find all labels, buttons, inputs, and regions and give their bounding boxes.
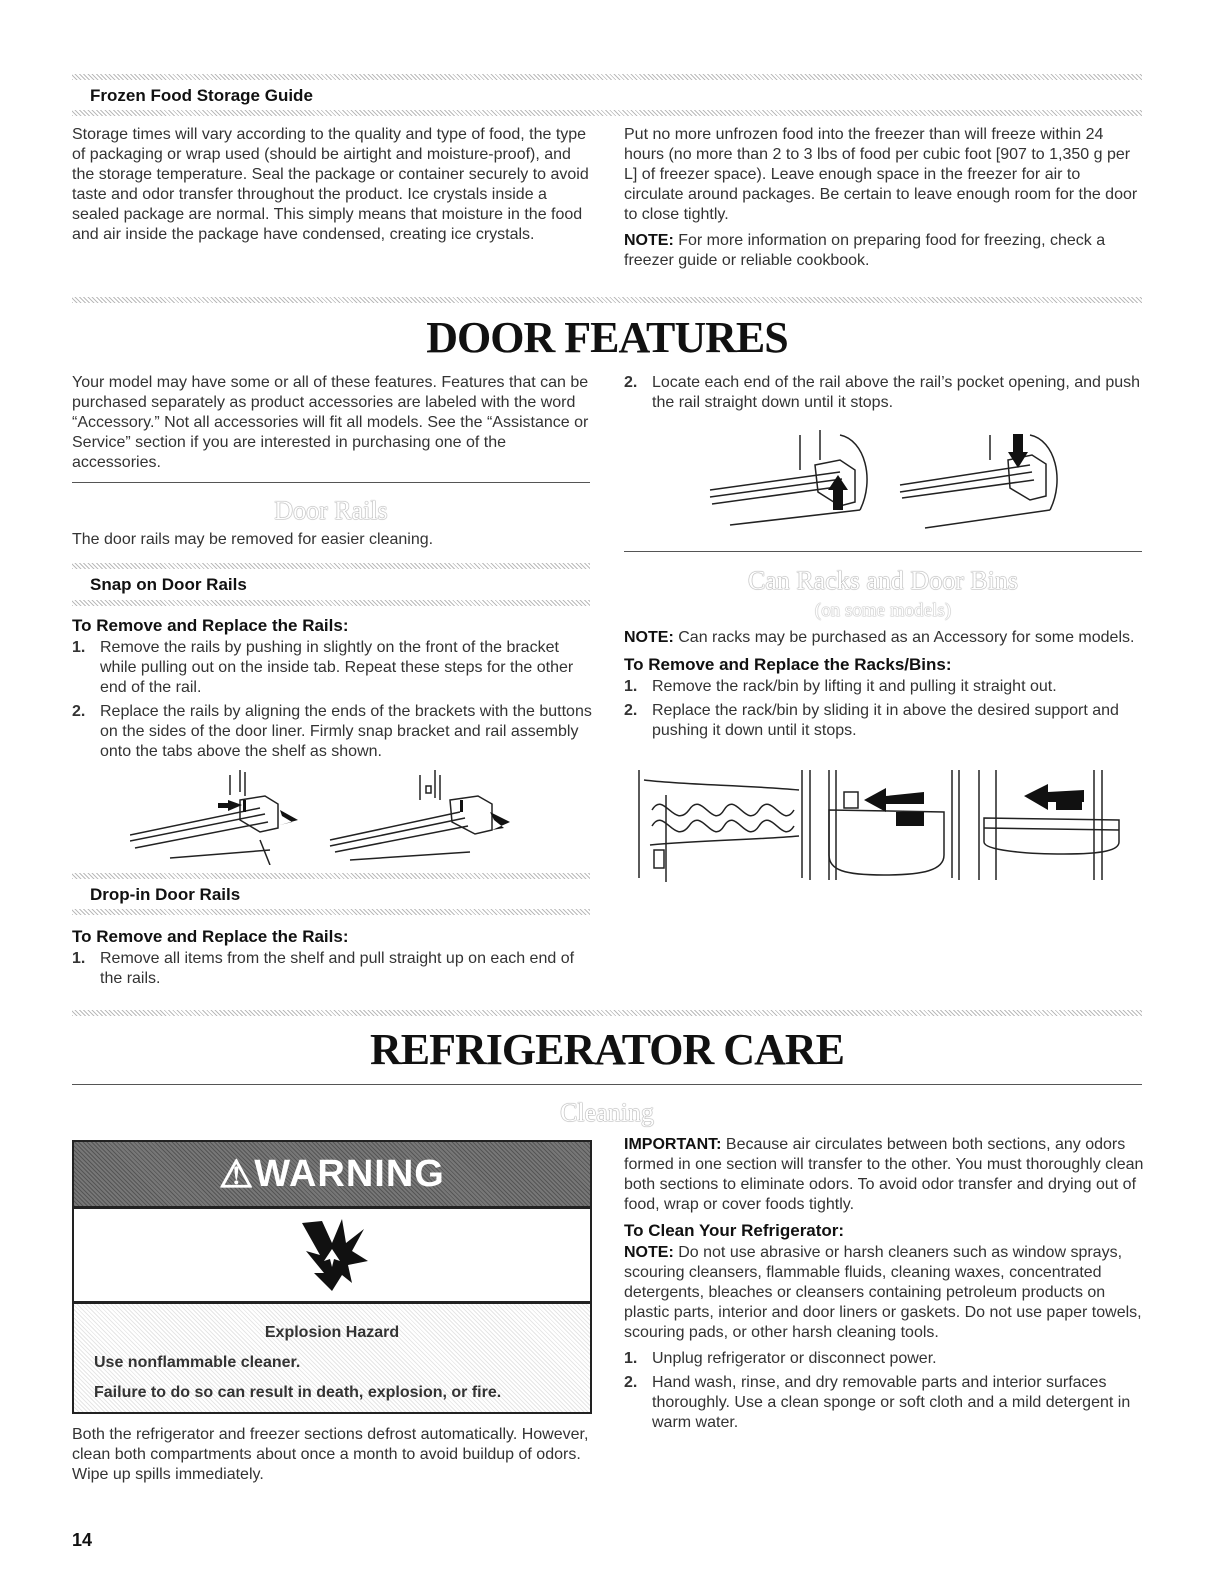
cleaning-section (624, 1135, 1144, 1437)
warning-header-text: WARNING (254, 1152, 445, 1195)
dropin-rails-step2 (624, 373, 1144, 417)
important-label: IMPORTANT: (624, 1136, 722, 1153)
can-racks-illustration (624, 770, 1144, 882)
important-text: Because air circulates between both sections, any odors formed in one section will transfer to the other. You must thoroughly clean both sections to eliminate odors. To avoid odor transfer and drying out of food, wrap or cover foods tightly. (624, 1136, 1144, 1213)
can-racks-section (624, 628, 1144, 745)
care-rule (72, 1084, 1142, 1085)
door-rails-text: The door rails may be removed for easier cleaning. (72, 531, 434, 548)
defrost-text: Both the refrigerator and freezer sections defrost automatically. However, clean both compartments about once a month to avoid buildup of odors. Wipe up spills immediately. (72, 1426, 589, 1483)
top-divider-band (72, 74, 1142, 80)
list-item (624, 701, 1144, 741)
important-paragraph (624, 1135, 1144, 1215)
snap-rails-title: Snap on Door Rails (90, 575, 247, 594)
list-item (72, 638, 592, 698)
step-text: Replace the rack/bin by sliding it in above the desired support and pushing it down until it stops. (652, 702, 1119, 739)
page-number: 14 (72, 1530, 93, 1550)
clean-subhead: To Clean Your Refrigerator: (624, 1221, 845, 1240)
list-item (624, 1373, 1144, 1433)
dropin-rails-section (72, 927, 592, 993)
snap-rails-band-bottom (72, 600, 590, 606)
step-number: 1. (624, 1350, 638, 1367)
step-number: 2. (72, 703, 86, 720)
door-rails-rule (72, 482, 590, 483)
can-racks-title: Can Racks and Door Bins (747, 566, 1019, 595)
warning-box (72, 1140, 592, 1414)
step-number: 1. (624, 678, 638, 695)
door-features-title: DOOR FEATURES (426, 313, 788, 362)
snap-rails-subtitle: To Remove and Replace the Rails: (72, 616, 349, 635)
can-racks-subhead: To Remove and Replace the Racks/Bins: (624, 655, 952, 674)
list-item (624, 677, 1144, 697)
care-band (72, 1010, 1142, 1016)
frozen-note-text: For more information on preparing food for freezing, check a freezer guide or reliable cookbook. (624, 232, 1106, 269)
frozen-note (624, 231, 1144, 271)
frozen-left-paragraph: Storage times will vary according to the quality and type of food, the type of packaging or wrap used (should be airtight and moisture-proof), and the storage temperature. Seal the package or container securely to avoid taste and odor transfer throughout the product. Ice crystals inside a sealed package are normal. This simply means that moisture in the food and air inside the package have condensed, creating ice crystals. (72, 126, 589, 243)
step-text: Remove all items from the shelf and pull straight up on each end of the rails. (100, 950, 575, 987)
door-rails-title: Door Rails (274, 496, 388, 525)
frozen-guide-title: Frozen Food Storage Guide (90, 86, 313, 105)
explosion-icon (292, 1215, 372, 1295)
dropin-rails-band-bottom (72, 909, 590, 915)
step-text: Remove the rails by pushing in slightly on the front of the bracket while pulling out on the inside tab. Repeat these steps for the other end of the rail. (100, 639, 574, 696)
list-item (624, 373, 1144, 413)
snap-rails-section (72, 616, 592, 766)
can-racks-note-label: NOTE: (624, 629, 674, 646)
can-racks-note (624, 628, 1144, 648)
step-number: 2. (624, 374, 638, 391)
dropin-rails-subtitle: To Remove and Replace the Rails: (72, 927, 349, 946)
step-number: 1. (72, 950, 86, 967)
can-racks-note-text: Can racks may be purchased as an Accessory for some models. (678, 629, 1135, 646)
warning-line1: Use nonflammable cleaner. (94, 1354, 301, 1371)
snap-rails-illustration (130, 770, 550, 865)
door-features-intro: Your model may have some or all of these features. Features that can be purchased separately as product accessories are labeled with the word “Accessory.” Not all accessories will fit all models. See the “Assistance or Service” section if you are interested in purchasing one of the accessories. (72, 374, 589, 471)
can-racks-subtitle: (on some models) (814, 600, 952, 621)
step-text: Hand wash, rinse, and dry removable parts and interior surfaces thoroughly. Use a clean sponge or soft cloth and a mild detergent in warm water. (652, 1374, 1131, 1431)
step-number: 1. (72, 639, 86, 656)
snap-rails-steps (72, 638, 592, 762)
dropin-rails-illustration (690, 430, 1090, 540)
list-item (72, 949, 592, 989)
care-title: REFRIGERATOR CARE (370, 1025, 844, 1074)
list-item (624, 1349, 1144, 1369)
frozen-right-paragraph: Put no more unfrozen food into the freezer than will freeze within 24 hours (no more than 2 to 3 lbs of food per cubic foot [907 to 1,350 g per L] of freezer space). Leave enough space in the freezer for air to circulate around packages. Be certain to leave enough room for the door to close tightly. (624, 126, 1138, 223)
clean-note (624, 1243, 1144, 1343)
frozen-guide-band (72, 110, 1142, 116)
frozen-note-label: NOTE: (624, 232, 674, 249)
warning-triangle-icon: ⚠ (219, 1153, 255, 1196)
cleaning-title: Cleaning (560, 1098, 654, 1127)
dropin-rails-title: Drop-in Door Rails (90, 885, 241, 904)
step-number: 2. (624, 1374, 638, 1391)
step-text: Unplug refrigerator or disconnect power. (652, 1350, 937, 1367)
step-number: 2. (624, 702, 638, 719)
list-item (72, 702, 592, 762)
clean-note-text: Do not use abrasive or harsh cleaners such as window sprays, scouring cleansers, flammable fluids, cleaning waxes, concentrated detergents, bleaches or cleansers containing petroleum products on plastic parts, interior and door liners or gaskets. Do not use paper towels, scouring pads, or other harsh cleaning tools. (624, 1244, 1142, 1341)
step-text: Locate each end of the rail above the rail’s pocket opening, and push the rail straight down until it stops. (652, 374, 1141, 411)
snap-rails-band-top (72, 563, 590, 569)
warning-line2: Failure to do so can result in death, explosion, or fire. (94, 1384, 502, 1401)
step-text: Remove the rack/bin by lifting it and pulling it straight out. (652, 678, 1057, 695)
clean-note-label: NOTE: (624, 1244, 674, 1261)
step-text: Replace the rails by aligning the ends of the brackets with the buttons on the sides of the door liner. Firmly snap bracket and rail assembly onto the tabs above the shelf as shown. (100, 703, 592, 760)
can-racks-rule (624, 551, 1142, 552)
warning-hazard: Explosion Hazard (264, 1324, 400, 1341)
dropin-rails-band-top (72, 873, 590, 879)
door-features-band (72, 297, 1142, 303)
warning-header (74, 1142, 590, 1206)
